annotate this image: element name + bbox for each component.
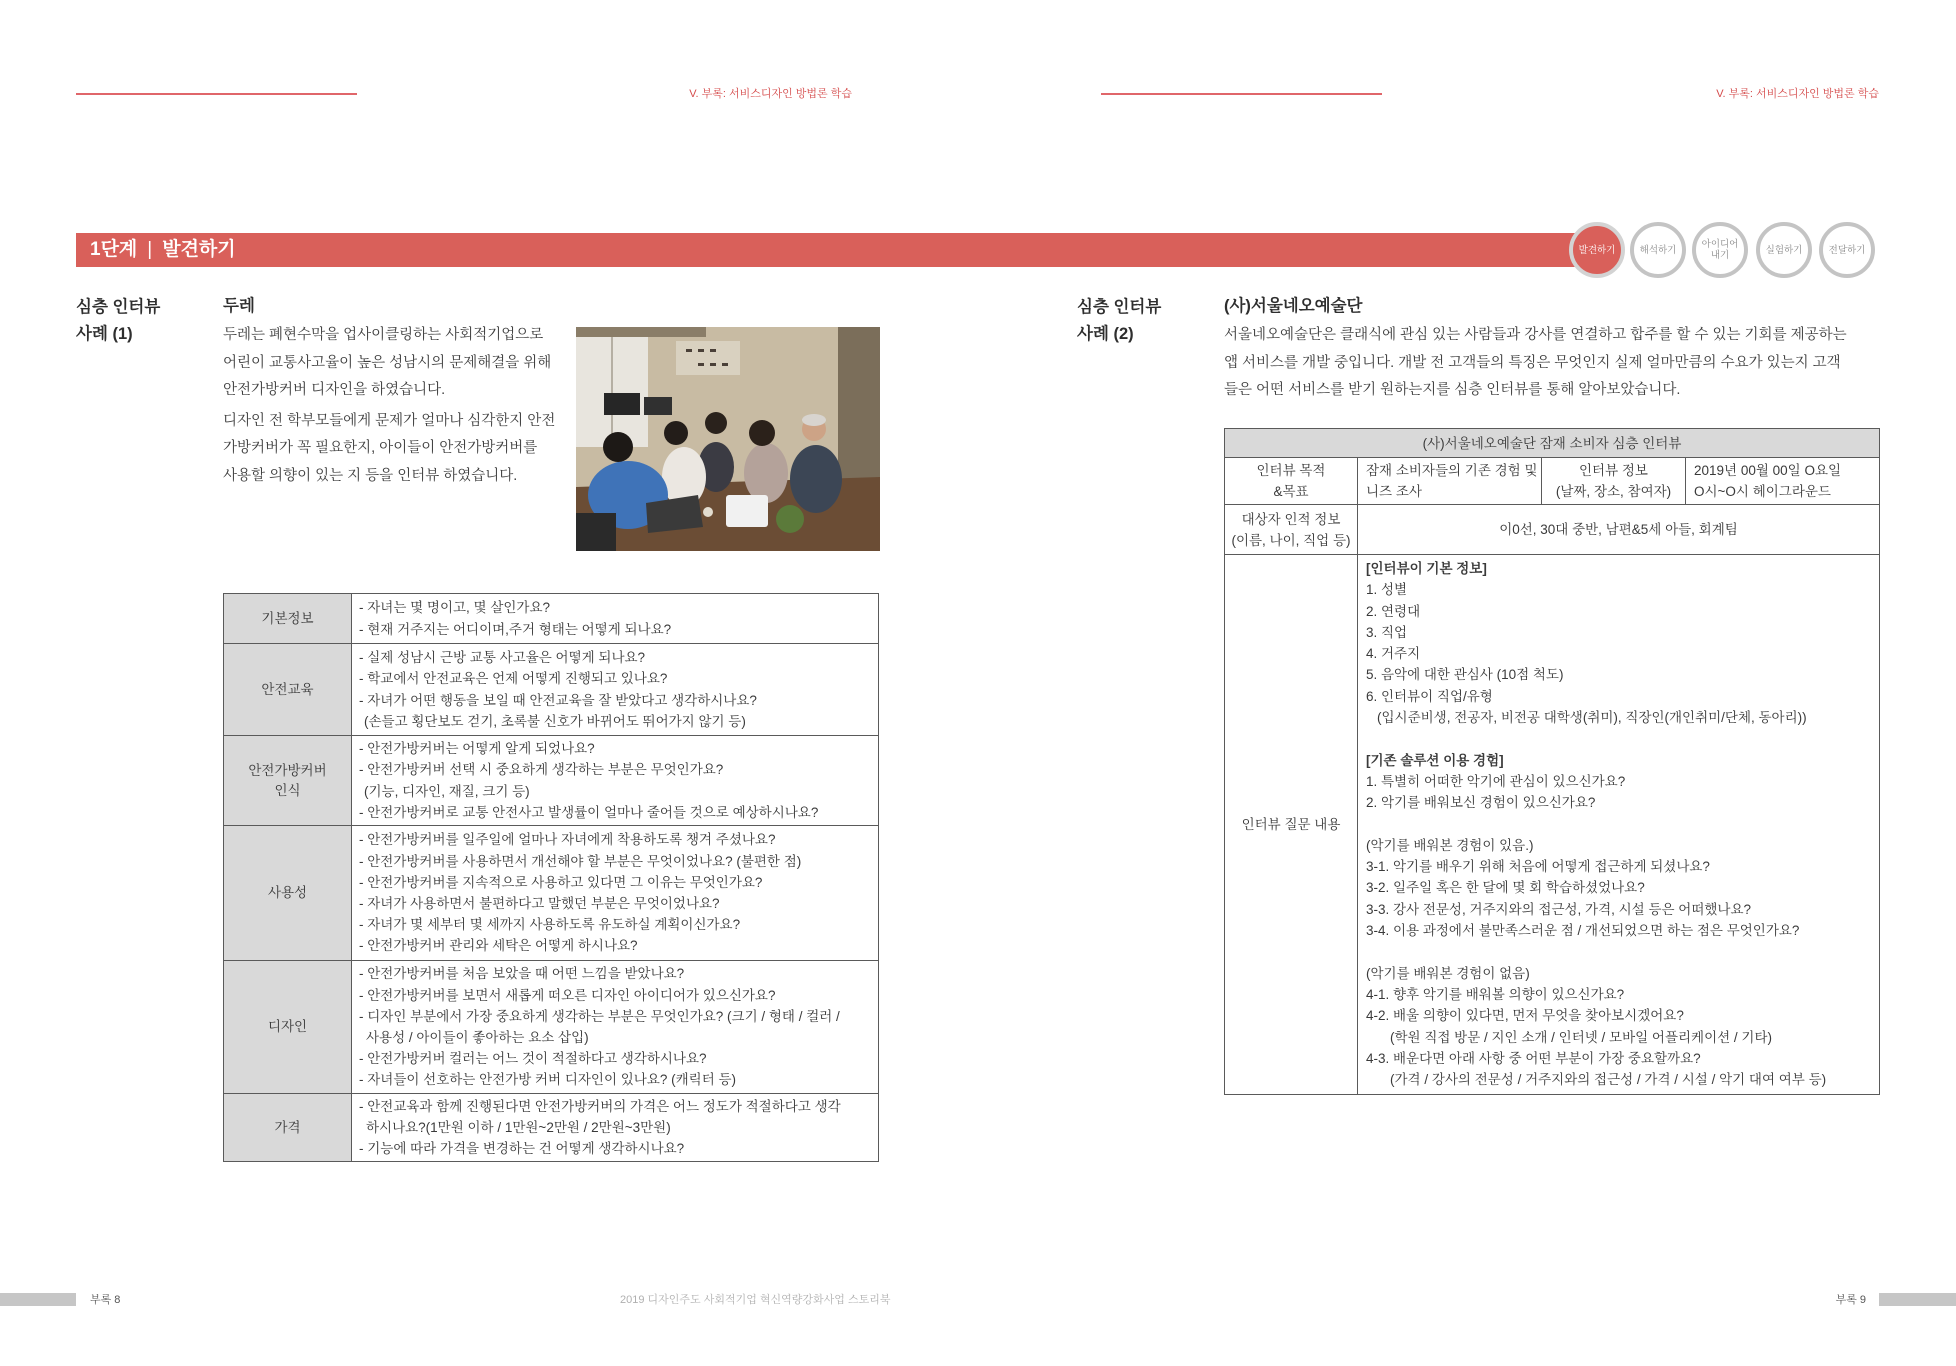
question-line: - 안전가방커버로 교통 안전사고 발생률이 얼마나 줄어들 것으로 예상하시나요? <box>359 804 819 820</box>
paragraph-line: 앱 서비스를 개발 중입니다. 개발 전 고객들의 특징은 무엇인지 실제 얼마만큼의 수요가 있는지 고객 <box>1224 354 1841 371</box>
paragraph-line: 가방커버가 꼭 필요한지, 아이들이 안전가방커버를 <box>223 440 538 457</box>
questions-content-cell <box>1358 555 1879 1094</box>
question-group <box>1366 963 1879 1091</box>
right-header-rule <box>1101 93 1382 95</box>
question-line: - 안전가방커버를 처음 보았을 때 어떤 느낌을 받았나요? <box>359 966 685 982</box>
table-category-cell <box>224 736 352 825</box>
table-row <box>224 643 878 735</box>
process-step-label: 실험하기 <box>1765 244 1803 256</box>
question-line: - 실제 성남시 근방 교통 사고율은 어떻게 되나요? <box>359 650 646 666</box>
table-questions-cell <box>352 1094 878 1161</box>
photo-plant <box>776 505 804 533</box>
process-step-ideate <box>1692 222 1748 278</box>
question-line: 3-3. 강사 전문성, 거주지와의 접근성, 가격, 시설 등은 어떠했나요? <box>1366 901 1752 917</box>
case2-description <box>1224 322 1847 405</box>
question-line: (기능, 디자인, 재질, 크기 등) <box>364 783 530 799</box>
question-line: 4-1. 향후 악기를 배워볼 의향이 있으신가요? <box>1366 986 1625 1002</box>
table-row <box>224 825 878 960</box>
right-page-number: 부록 9 <box>1835 1294 1866 1306</box>
paragraph-line: 두레는 폐현수막을 업사이클링하는 사회적기업으로 <box>223 327 544 343</box>
table-category-cell <box>224 594 352 643</box>
paragraph-line: 어린이 교통사고율이 높은 성남시의 문제해결을 위해 <box>223 354 552 371</box>
table-questions-cell <box>352 826 878 960</box>
process-step-label: 아이디어 내기 <box>1701 239 1739 261</box>
right-footer-bar <box>1879 1293 1956 1306</box>
question-line: - 안전가방커버를 사용하면서 개선해야 할 부분은 무엇이었나요? (불편한 점) <box>359 853 802 869</box>
table-category: 가격 <box>274 1119 301 1135</box>
question-group <box>1366 835 1879 941</box>
question-line: (학원 직접 방문 / 지인 소개 / 인터넷 / 모바일 어플리케이션 / 기타) <box>1390 1029 1772 1045</box>
paragraph-line: 사용할 의향이 있는 지 등을 인터뷰 하였습니다. <box>223 467 518 484</box>
case1-description <box>223 322 555 491</box>
purpose-label-cell <box>1225 458 1357 504</box>
banner-step: 1단계 <box>90 239 138 260</box>
question-line: 4-3. 배운다면 아래 사항 중 어떤 부분이 가장 중요할까요? <box>1366 1050 1701 1066</box>
question-line: 2. 연령대 <box>1366 603 1421 619</box>
question-line: - 안전가방커버를 보면서 새롭게 떠오른 디자인 아이디어가 있으신가요? <box>359 987 776 1003</box>
paragraph-line: 들은 어떤 서비스를 받기 원하는지를 심층 인터뷰를 통해 알아보았습니다. <box>1224 382 1681 399</box>
left-running-title: V. 부록: 서비스디자인 방법론 학습 <box>689 88 852 100</box>
case2-interview-table <box>1224 428 1880 1095</box>
question-group-heading: [기존 솔루션 이용 경험] <box>1366 752 1504 768</box>
case1-label-line: 사례 (1) <box>76 325 133 343</box>
question-line: 사용성 / 아이들이 좋아하는 요소 삽입) <box>366 1030 589 1045</box>
left-footer-bar <box>0 1293 76 1306</box>
case1-label <box>76 294 160 348</box>
cell-line: O시~O시 헤이그라운드 <box>1694 484 1831 499</box>
left-header-rule <box>76 93 357 95</box>
subject-label-cell <box>1225 505 1357 554</box>
table-questions-cell <box>352 594 878 643</box>
cell-line: (이름, 나이, 직업 등) <box>1231 532 1351 548</box>
table-title: (사)서울네오예술단 잠재 소비자 심층 인터뷰 <box>1225 429 1879 457</box>
cell-line: 인터뷰 목적 <box>1256 463 1326 478</box>
question-line: 3-4. 이용 과정에서 불만족스러운 점 / 개선되었으면 하는 점은 무엇인가요? <box>1366 923 1800 939</box>
photo-wall-sign <box>676 341 740 375</box>
info-value-cell <box>1686 458 1879 504</box>
question-line: 6. 인터뷰이 직업/유형 <box>1366 688 1493 704</box>
question-line: 4. 거주지 <box>1366 646 1421 662</box>
table-row <box>224 594 878 643</box>
table-category-cell <box>224 1094 352 1161</box>
photo-bag <box>726 495 768 527</box>
question-line: - 디자인 부분에서 가장 중요하게 생각하는 부분은 무엇인가요? (크기 / 형태 / 컬러 / <box>359 1008 840 1024</box>
table-row <box>224 960 878 1093</box>
banner-separator: | <box>147 239 153 260</box>
paragraph-line: 서울네오예술단은 클래식에 관심 있는 사람들과 강사를 연결하고 합주를 할 수 있는 기회를 제공하는 <box>1224 327 1847 343</box>
question-line: - 자녀들이 선호하는 안전가방 커버 디자인이 있나요? (캐릭터 등) <box>359 1072 737 1088</box>
question-line: 5. 음악에 대한 관심사 (10점 척도) <box>1366 667 1564 683</box>
case1-interview-table <box>223 593 879 1162</box>
question-group <box>1366 558 1879 728</box>
case2-label-line: 사례 (2) <box>1077 325 1134 343</box>
process-step-label: 전달하기 <box>1828 244 1866 256</box>
question-line: - 기능에 따라 가격을 변경하는 건 어떻게 생각하시나요? <box>359 1141 685 1157</box>
table-category: 사용성 <box>267 885 308 900</box>
table-category-cell <box>224 826 352 960</box>
question-line: 1. 성별 <box>1366 582 1408 598</box>
question-line: 4-2. 배울 의향이 있다면, 먼저 무엇을 찾아보시겠어요? <box>1366 1008 1684 1024</box>
table-questions-cell <box>352 736 878 825</box>
cell-line: 이0선, 30대 중반, 남편&5세 아들, 회계팀 <box>1499 522 1738 537</box>
table-category-cell <box>224 644 352 735</box>
photo-monitor <box>604 393 640 415</box>
process-step-deliver <box>1819 222 1875 278</box>
case2-label <box>1077 294 1161 348</box>
cell-line: 니즈 조사 <box>1366 484 1422 499</box>
table-row <box>224 735 878 825</box>
question-group <box>1366 750 1879 814</box>
cell-line: 대상자 인적 정보 <box>1241 511 1341 527</box>
subject-value-cell <box>1358 505 1879 554</box>
table-category: 디자인 <box>267 1019 308 1034</box>
question-line: - 안전가방커버 관리와 세탁은 어떻게 하시나요? <box>359 938 638 954</box>
question-line: - 안전가방커버는 어떻게 알게 되었나요? <box>359 741 595 757</box>
table-row <box>224 1093 878 1161</box>
process-step-label: 발견하기 <box>1578 244 1616 256</box>
question-line: 3-1. 악기를 배우기 위해 처음에 어떻게 접근하게 되셨나요? <box>1366 859 1710 875</box>
interview-photo <box>576 327 880 551</box>
question-group-heading: (악기를 배워본 경험이 없음) <box>1366 965 1530 981</box>
cell-line: 2019년 00월 00일 O요일 <box>1694 463 1842 478</box>
table-category: 안전교육 <box>261 681 314 697</box>
case1-label-line: 심층 인터뷰 <box>76 298 161 316</box>
stage-banner <box>76 233 1597 267</box>
question-group-heading: [인터뷰이 기본 정보] <box>1366 561 1487 576</box>
case2-org-name: (사)서울네오예술단 <box>1224 297 1363 315</box>
question-group-heading: (악기를 배워본 경험이 있음.) <box>1366 837 1534 853</box>
table-questions-cell <box>352 644 878 735</box>
question-line: - 안전가방커버를 지속적으로 사용하고 있다면 그 이유는 무엇인가요? <box>359 874 763 890</box>
info-label-cell <box>1542 458 1685 504</box>
case1-org-name: 두레 <box>223 297 255 315</box>
banner-stage: 발견하기 <box>162 239 236 260</box>
question-line: - 안전교육과 함께 진행된다면 안전가방커버의 가격은 어느 정도가 적절하다고 생각 <box>359 1098 841 1114</box>
paragraph-line: 안전가방커버 디자인을 하였습니다. <box>223 382 446 399</box>
question-line: - 학교에서 안전교육은 언제 어떻게 진행되고 있나요? <box>359 671 668 687</box>
question-line: 3-2. 일주일 혹은 한 달에 몇 회 학습하셨었나요? <box>1366 880 1645 896</box>
question-line: 2. 악기를 배워보신 경험이 있으신가요? <box>1366 795 1596 811</box>
question-line: - 안전가방커버를 일주일에 얼마나 자녀에게 착용하도록 챙겨 주셨나요? <box>359 832 776 848</box>
question-line: - 자녀가 몇 세부터 몇 세까지 사용하도록 유도하실 계획이신가요? <box>359 917 741 933</box>
question-line: - 현재 거주지는 어디이며,주거 형태는 어떻게 되나요? <box>359 621 672 637</box>
question-line: - 안전가방커버 컬러는 어느 것이 적절하다고 생각하시나요? <box>359 1051 707 1067</box>
purpose-value-cell <box>1358 458 1541 504</box>
question-line: (입시준비생, 전공자, 비전공 대학생(취미), 직장인(개인취미/단체, 동아리)) <box>1377 710 1807 726</box>
book-title: 2019 디자인주도 사회적기업 혁신역량강화사업 스토리북 <box>620 1294 891 1306</box>
question-line: 3. 직업 <box>1366 624 1408 640</box>
questions-label-cell <box>1225 555 1357 1094</box>
cell-line: 인터뷰 정보 <box>1579 463 1648 478</box>
paragraph-line: 디자인 전 학부모들에게 문제가 얼마나 심각한지 안전 <box>223 412 556 429</box>
table-category: 기본정보 <box>261 610 314 626</box>
right-running-title: V. 부록: 서비스디자인 방법론 학습 <box>1716 88 1879 100</box>
question-line: 하시나요?(1만원 이하 / 1만원~2만원 / 2만원~3만원) <box>366 1119 671 1135</box>
question-line: - 자녀는 몇 명이고, 몇 살인가요? <box>359 600 550 616</box>
question-line: - 자녀가 어떤 행동을 보일 때 안전교육을 잘 받았다고 생각하시나요? <box>359 692 757 708</box>
process-step-label: 해석하기 <box>1639 244 1677 256</box>
table-questions-cell <box>352 961 878 1093</box>
question-line: - 안전가방커버 선택 시 중요하게 생각하는 부분은 무엇인가요? <box>359 762 724 778</box>
question-line: (손들고 횡단보도 걷기, 초록불 신호가 바뀌어도 뛰어가지 않기 등) <box>364 713 746 729</box>
cell-line: 잠재 소비자들의 기존 경험 및 <box>1366 463 1538 478</box>
table-category-cell <box>224 961 352 1093</box>
process-step-experiment <box>1756 222 1812 278</box>
cell-line: &목표 <box>1273 484 1309 499</box>
cell-line: 인터뷰 질문 내용 <box>1241 817 1341 832</box>
question-line: - 자녀가 사용하면서 불편하다고 말했던 부분은 무엇이었나요? <box>359 896 720 911</box>
question-line: (가격 / 강사의 전문성 / 거주지와의 접근성 / 가격 / 시설 / 악기 대여 여부 등) <box>1390 1072 1827 1088</box>
table-category: 안전가방커버 인식 <box>248 762 327 798</box>
cell-line: (날짜, 장소, 참여자) <box>1555 484 1672 499</box>
process-step-interpret <box>1630 222 1686 278</box>
question-line: 1. 특별히 어떠한 악기에 관심이 있으신가요? <box>1366 773 1626 789</box>
stage-banner-title <box>90 233 236 267</box>
process-step-discover <box>1569 222 1625 278</box>
case2-label-line: 심층 인터뷰 <box>1077 298 1162 316</box>
left-page-number: 부록 8 <box>90 1294 121 1306</box>
